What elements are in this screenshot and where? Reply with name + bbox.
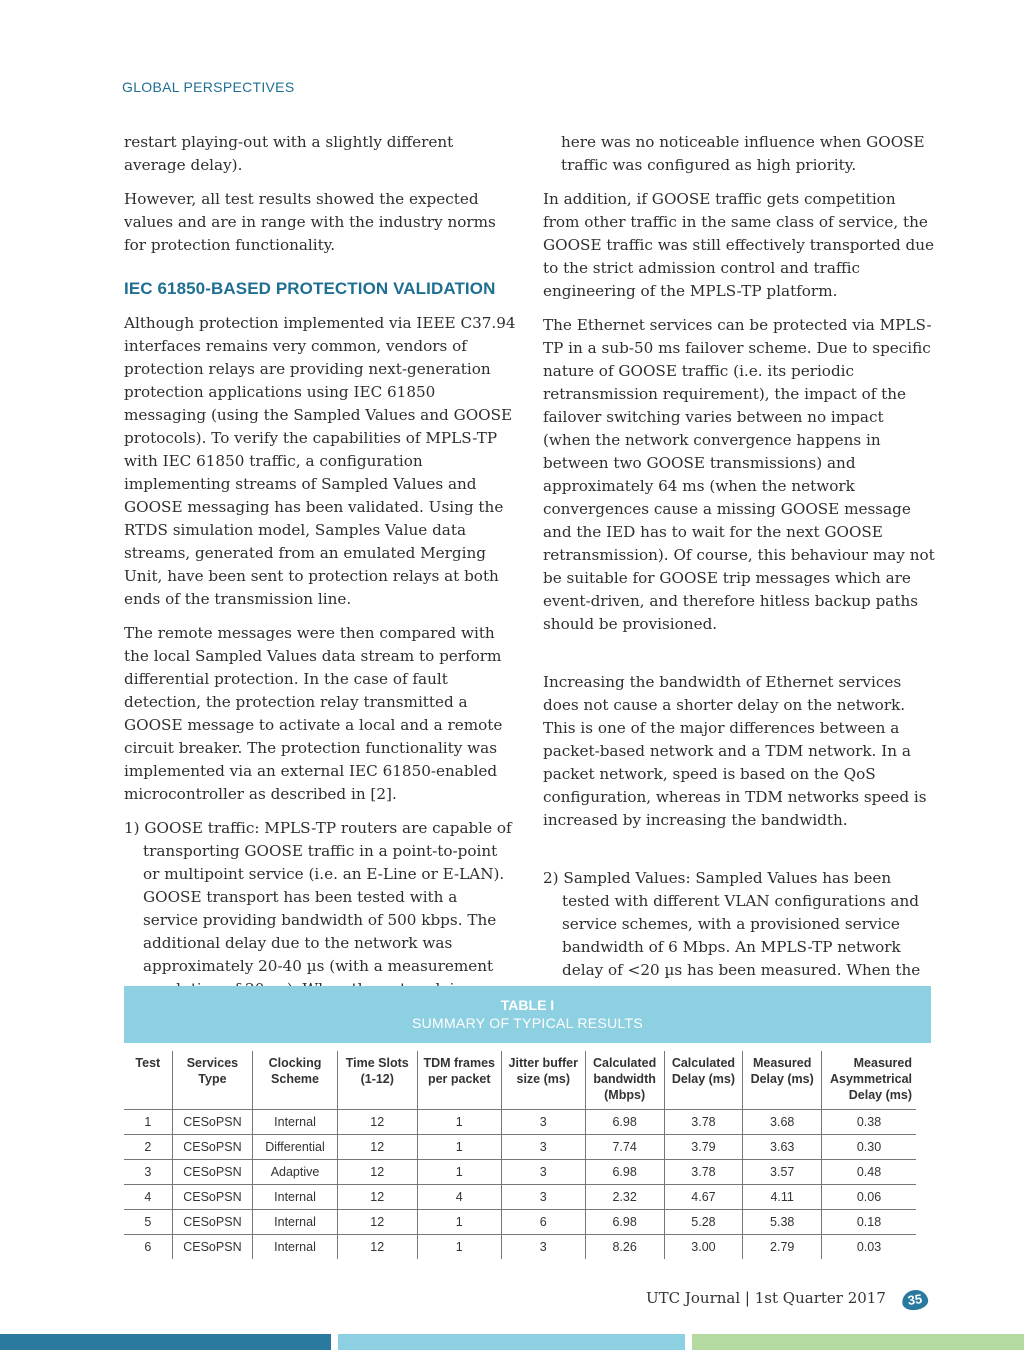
table-row bbox=[124, 1185, 916, 1210]
paragraph: Although protection implemented via IEEE C37.94 interfaces remains very common, vendors of protection relays are providing next-generation protection applications using IEC 61850 messaging (using the Sampled Values and GOOSE protocols). To verify the capabilities of MPLS-TP with IEC 61850 traffic, a configuration implementing streams of Sampled Values and GOOSE messaging has been validated. Using the RTDS simulation model, Samples Value data streams, generated from an emulated Merging Unit, have been sent to protection relays at both ends of the transmission line. bbox=[124, 314, 516, 608]
list-item-sampled-values: 2) Sampled Values: Sampled Values has been tested with different VLAN configurations and service schemes, with a provisioned service bandwidth of 6 Mbps. An MPLS-TP network delay of <20 µs has been measured. When the bbox=[543, 869, 921, 979]
table-cell: 3 bbox=[501, 1135, 585, 1160]
footer-bar-dark bbox=[0, 1334, 331, 1350]
table-cell: 2.32 bbox=[585, 1185, 664, 1210]
table-cell: 0.48 bbox=[822, 1160, 916, 1185]
table-row bbox=[124, 1135, 916, 1160]
right-column bbox=[543, 131, 935, 1039]
paragraph: In addition, if GOOSE traffic gets competition from other traffic in the same class of service, the GOOSE traffic was still effectively transported due to the strict admission control and traffic engineering of the MPLS-TP platform. bbox=[543, 190, 935, 300]
journal-footer: UTC Journal | 1st Quarter 2017 bbox=[646, 1289, 886, 1307]
table-cell: 2.79 bbox=[743, 1235, 822, 1260]
table-cell: CESoPSN bbox=[172, 1210, 253, 1235]
table-cell: 1 bbox=[417, 1135, 501, 1160]
table-cell: 1 bbox=[124, 1110, 172, 1135]
footer-bar-light bbox=[338, 1334, 685, 1350]
table-cell: 6.98 bbox=[585, 1210, 664, 1235]
table-cell: 1 bbox=[417, 1235, 501, 1260]
table-cell: 6.98 bbox=[585, 1110, 664, 1135]
column-header: Calculated Delay (ms) bbox=[664, 1051, 743, 1110]
column-header: Clocking Scheme bbox=[253, 1051, 338, 1110]
table-cell: 6 bbox=[501, 1210, 585, 1235]
table-row bbox=[124, 1110, 916, 1135]
table-cell: 3.63 bbox=[743, 1135, 822, 1160]
paragraph: here was no noticeable influence when GOOSE traffic was configured as high priority. bbox=[561, 133, 925, 174]
table-cell: 5 bbox=[124, 1210, 172, 1235]
column-header: Services Type bbox=[172, 1051, 253, 1110]
paragraph: restart playing-out with a slightly different average delay). bbox=[124, 133, 454, 174]
table-cell: 3.79 bbox=[664, 1135, 743, 1160]
paragraph: The remote messages were then compared with the local Sampled Values data stream to perform differential protection. In the case of fault detection, the protection relay transmitted a GOOSE message to activate a local and a remote circuit breaker. The protection functionality was implemented via an external IEC 61850-enabled microcontroller as described in [2]. bbox=[124, 624, 503, 803]
table-cell: CESoPSN bbox=[172, 1135, 253, 1160]
table-cell: 3 bbox=[501, 1110, 585, 1135]
table-cell: 12 bbox=[337, 1210, 417, 1235]
column-header: Calculated bandwidth (Mbps) bbox=[585, 1051, 664, 1110]
table-cell: Adaptive bbox=[253, 1160, 338, 1185]
table-cell: 1 bbox=[417, 1110, 501, 1135]
section-heading: IEC 61850-BASED PROTECTION VALIDATION bbox=[124, 279, 496, 298]
paragraph: However, all test results showed the expected values and are in range with the industry norms for protection functionality. bbox=[124, 190, 496, 254]
table-cell: 12 bbox=[337, 1135, 417, 1160]
list-item-goose: 1) GOOSE traffic: MPLS-TP routers are capable of transporting GOOSE traffic in a point-to-point or multipoint service (i.e. an E-Line or E-LAN). GOOSE transport has been tested with a service providing bandwidth of 500 kbps. The additional delay due to the network was approximately 20-40 µs (with a measurement bbox=[124, 819, 512, 975]
table-cell: 3.78 bbox=[664, 1160, 743, 1185]
column-header: Measured Delay (ms) bbox=[743, 1051, 822, 1110]
table-cell: 6.98 bbox=[585, 1160, 664, 1185]
table-cell: 3.68 bbox=[743, 1110, 822, 1135]
table-cell: 7.74 bbox=[585, 1135, 664, 1160]
table-cell: 0.03 bbox=[822, 1235, 916, 1260]
table-cell: 12 bbox=[337, 1160, 417, 1185]
table-banner bbox=[124, 986, 931, 1043]
column-header: Measured Asymmetrical Delay (ms) bbox=[822, 1051, 916, 1110]
paragraph: Increasing the bandwidth of Ethernet services does not cause a shorter delay on the network. This is one of the major differences between a packet-based network and a TDM network. In a packet network, speed is based on the QoS configuration, whereas in TDM networks speed is increased by increasing the bandwidth. bbox=[543, 673, 927, 829]
table-cell: 3.78 bbox=[664, 1110, 743, 1135]
results-table-block bbox=[124, 986, 931, 1259]
table-cell: 0.18 bbox=[822, 1210, 916, 1235]
paragraph: The Ethernet services can be protected via MPLS-TP in a sub-50 ms failover scheme. Due to specific nature of GOOSE traffic (i.e. its periodic retransmission requirement), the impact of the failover switching varies between no impact (when the network convergence happens in between two GOOSE transmissions) and approximately 64 ms (when the network convergences cause a missing GOOSE message and the IED has to wait for the next GOOSE retransmission). Of course, this behaviour may not be suitable for GOOSE trip messages which are event-driven, and therefore hitless backup paths should be provisioned. bbox=[543, 316, 935, 633]
table-cell: 3 bbox=[501, 1185, 585, 1210]
table-cell: 3.00 bbox=[664, 1235, 743, 1260]
table-cell: 3 bbox=[501, 1160, 585, 1185]
table-cell: 0.38 bbox=[822, 1110, 916, 1135]
table-cell: 0.06 bbox=[822, 1185, 916, 1210]
page-number: 35 bbox=[901, 1288, 930, 1311]
table-cell: 5.28 bbox=[664, 1210, 743, 1235]
results-table bbox=[124, 1051, 916, 1259]
table-cell: 4.67 bbox=[664, 1185, 743, 1210]
table-cell: 3 bbox=[124, 1160, 172, 1185]
table-cell: 4 bbox=[124, 1185, 172, 1210]
table-title: TABLE I bbox=[500, 997, 555, 1013]
table-cell: 8.26 bbox=[585, 1235, 664, 1260]
column-header: TDM frames per packet bbox=[417, 1051, 501, 1110]
table-cell: CESoPSN bbox=[172, 1185, 253, 1210]
table-cell: CESoPSN bbox=[172, 1160, 253, 1185]
table-cell: 12 bbox=[337, 1110, 417, 1135]
table-cell: 2 bbox=[124, 1135, 172, 1160]
table-row bbox=[124, 1160, 916, 1185]
table-cell: 6 bbox=[144, 1240, 152, 1254]
table-cell: Internal bbox=[253, 1235, 338, 1260]
table-cell: 5.38 bbox=[743, 1210, 822, 1235]
table-cell: 4.11 bbox=[743, 1185, 822, 1210]
table-cell: Internal bbox=[253, 1210, 338, 1235]
table-cell: Internal bbox=[253, 1185, 338, 1210]
table-cell: 3 bbox=[501, 1235, 585, 1260]
footer-bar-green bbox=[692, 1334, 1024, 1350]
table-header-row bbox=[124, 1051, 916, 1110]
table-cell: Differential bbox=[253, 1135, 338, 1160]
table-row bbox=[124, 1235, 916, 1260]
table-cell: CESoPSN bbox=[172, 1110, 253, 1135]
section-header: GLOBAL PERSPECTIVES bbox=[122, 79, 295, 95]
table-cell: 3.57 bbox=[743, 1160, 822, 1185]
left-column bbox=[124, 131, 516, 1035]
table-cell: Internal bbox=[253, 1110, 338, 1135]
table-cell: 1 bbox=[417, 1160, 501, 1185]
column-header: Time Slots (1-12) bbox=[337, 1051, 417, 1110]
column-header: Jitter buffer size (ms) bbox=[501, 1051, 585, 1110]
column-header: Test bbox=[124, 1051, 172, 1110]
table-cell: CESoPSN bbox=[172, 1235, 253, 1260]
table-cell: 1 bbox=[417, 1210, 501, 1235]
table-cell: 4 bbox=[417, 1185, 501, 1210]
table-cell: 12 bbox=[337, 1235, 417, 1260]
table-cell: 12 bbox=[337, 1185, 417, 1210]
table-row bbox=[124, 1210, 916, 1235]
table-subtitle: SUMMARY OF TYPICAL RESULTS bbox=[411, 1015, 644, 1031]
table-cell: 0.30 bbox=[822, 1135, 916, 1160]
